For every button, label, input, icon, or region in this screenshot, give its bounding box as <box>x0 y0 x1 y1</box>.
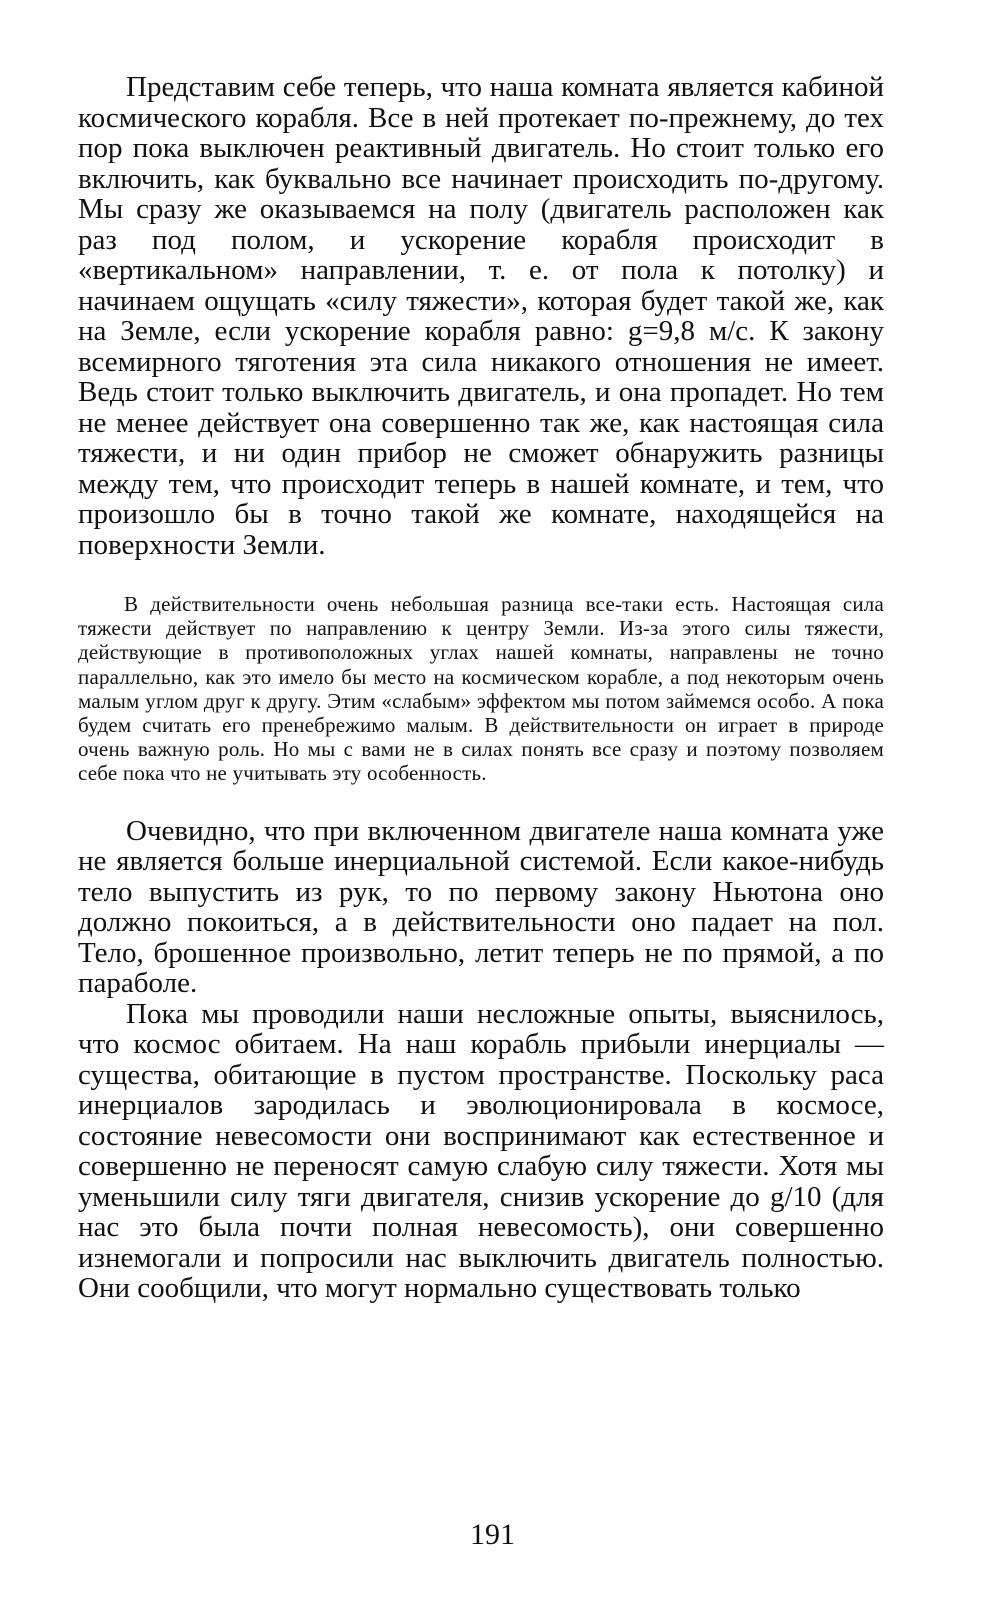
paragraph-spaceship-cabin: Представим себе теперь, что наша комната является кабиной космического корабля. Все в ней протекает по-прежнему, до тех пор пока выключен реактивный двигатель. Но стоит только его включить, как буквально все начинает происходить по-другому. Мы сразу же оказываемся на полу (двигатель расположен как раз под полом, и ускорение корабля происходит в «вертикальном» направлении, т. е. от пола к потолку) и начинаем ощущать «силу тяжести», которая будет такой же, как на Земле, если ускорение корабля равно: g=9,8 м/с. К закону всемирного тяготения эта сила никакого отношения не имеет. Ведь стоит только выключить двигатель, и она пропадет. Но тем не менее действует она совершенно так же, как настоящая сила тяжести, и ни один прибор не сможет обнаружить разницы между тем, что происходит теперь в нашей комнате, и тем, что произошло бы в точно такой же комнате, находящейся на поверхности Земли. <box>78 71 884 561</box>
book-page <box>78 72 884 1304</box>
page-number: 191 <box>470 1518 515 1551</box>
footnote-small-difference: В действительности очень небольшая разница все-таки есть. Настоящая сила тяжести действует по направлению к центру Земли. Из-за этого силы тяжести, действующие в противоположных углах нашей комнаты, направлены не точно параллельно, как это имело бы место на космическом корабле, а под некоторым очень малым углом друг к другу. Этим «слабым» эффектом мы потом займемся особо. А пока будем считать его пренебрежимо малым. В действительности он играет в природе очень важную роль. Но мы с вами не в силах понять все сразу и поэтому позволяем себе пока что не учитывать эту особенность. <box>78 592 884 786</box>
paragraph-non-inertial-system: Очевидно, что при включенном двигателе наша комната уже не является больше инерциальной системой. Если какое-нибудь тело выпустить из рук, то по первому закону Ньютона оно должно покоиться, а в действительности оно падает на пол. Тело, брошенное произвольно, летит теперь не по прямой, а по параболе. <box>78 814 884 1000</box>
paragraph-inertials: Пока мы проводили наши несложные опыты, выяснилось, что космос обитаем. На наш корабль прибыли инерциалы — существа, обитающие в пустом пространстве. Поскольку раса инерциалов зародилась и эволюционировала в космосе, состояние невесомости они воспринимают как естественное и совершенно не переносят самую слабую силу тяжести. Хотя мы уменьшили силу тяги двигателя, снизив ускорение до g/10 (для нас это была почти полная невесомость), они совершенно изнемогали и попросили нас выключить двигатель полностью. Они сообщили, что могут нормально существовать только <box>78 997 884 1305</box>
